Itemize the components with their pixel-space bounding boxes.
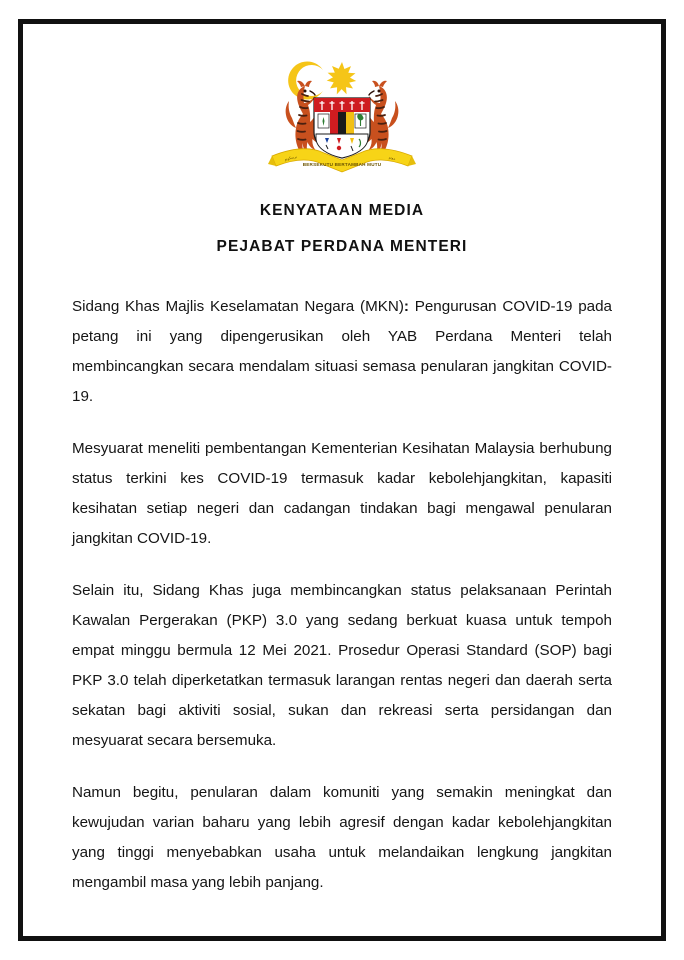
svg-text:BERSEKUTU BERTAMBAH MUTU: BERSEKUTU BERTAMBAH MUTU bbox=[302, 162, 382, 167]
page-subtitle: PEJABAT PERDANA MENTERI bbox=[216, 238, 468, 256]
svg-text:برسكوتو: برسكوتو bbox=[284, 154, 298, 162]
coat-of-arms-container bbox=[23, 60, 661, 180]
shield-icon bbox=[314, 98, 370, 158]
document-body bbox=[72, 292, 612, 898]
jata-negara-icon bbox=[258, 60, 426, 180]
paragraph-4: Namun begitu, penularan dalam komuniti yang semakin meningkat dan kewujudan varian baharu yang lebih agresif dengan kadar kebolehjangkitan yang tinggi menyebabkan usaha untuk melandaikan lengkung jangkitan mengambil masa yang lebih panjang. bbox=[72, 784, 612, 892]
document-headings bbox=[23, 202, 661, 255]
paragraph-1-separator: : bbox=[403, 298, 409, 316]
paragraph-1-rest: Pengurusan COVID-19 pada petang ini yang dipengerusikan oleh YAB Perdana Menteri telah membincangkan secara mendalam situasi semasa penularan jangkitan COVID-19. bbox=[72, 298, 612, 406]
paragraph-2: Mesyuarat meneliti pembentangan Kementerian Kesihatan Malaysia berhubung status terkini kes COVID-19 termasuk kadar kebolehjangkitan, kapasiti kesihatan setiap negeri dan cadangan tindakan bagi mengawal penularan jangkitan COVID-19. bbox=[72, 440, 612, 548]
paragraph-3: Selain itu, Sidang Khas juga membincangkan status pelaksanaan Perintah Kawalan Pergerakan (PKP) 3.0 yang sedang berkuat kuasa untuk tempoh empat minggu bermula 12 Mei 2021. Prosedur Operasi Standard (SOP) bagi PKP 3.0 telah diperketatkan termasuk larangan rentas negeri dan daerah serta sekatan bagi aktiviti sosial, sukan dan rekreasi serta persidangan dan mesyuarat secara bersemuka. bbox=[72, 582, 612, 750]
paragraph-1 bbox=[72, 292, 612, 412]
paragraph-1-lead: Sidang Khas Majlis Keselamatan Negara (MKN) bbox=[72, 298, 404, 316]
page-content bbox=[23, 24, 661, 936]
page-border-frame bbox=[18, 19, 666, 941]
svg-text:موتو: موتو bbox=[388, 155, 396, 161]
page-title: KENYATAAN MEDIA bbox=[259, 202, 425, 219]
